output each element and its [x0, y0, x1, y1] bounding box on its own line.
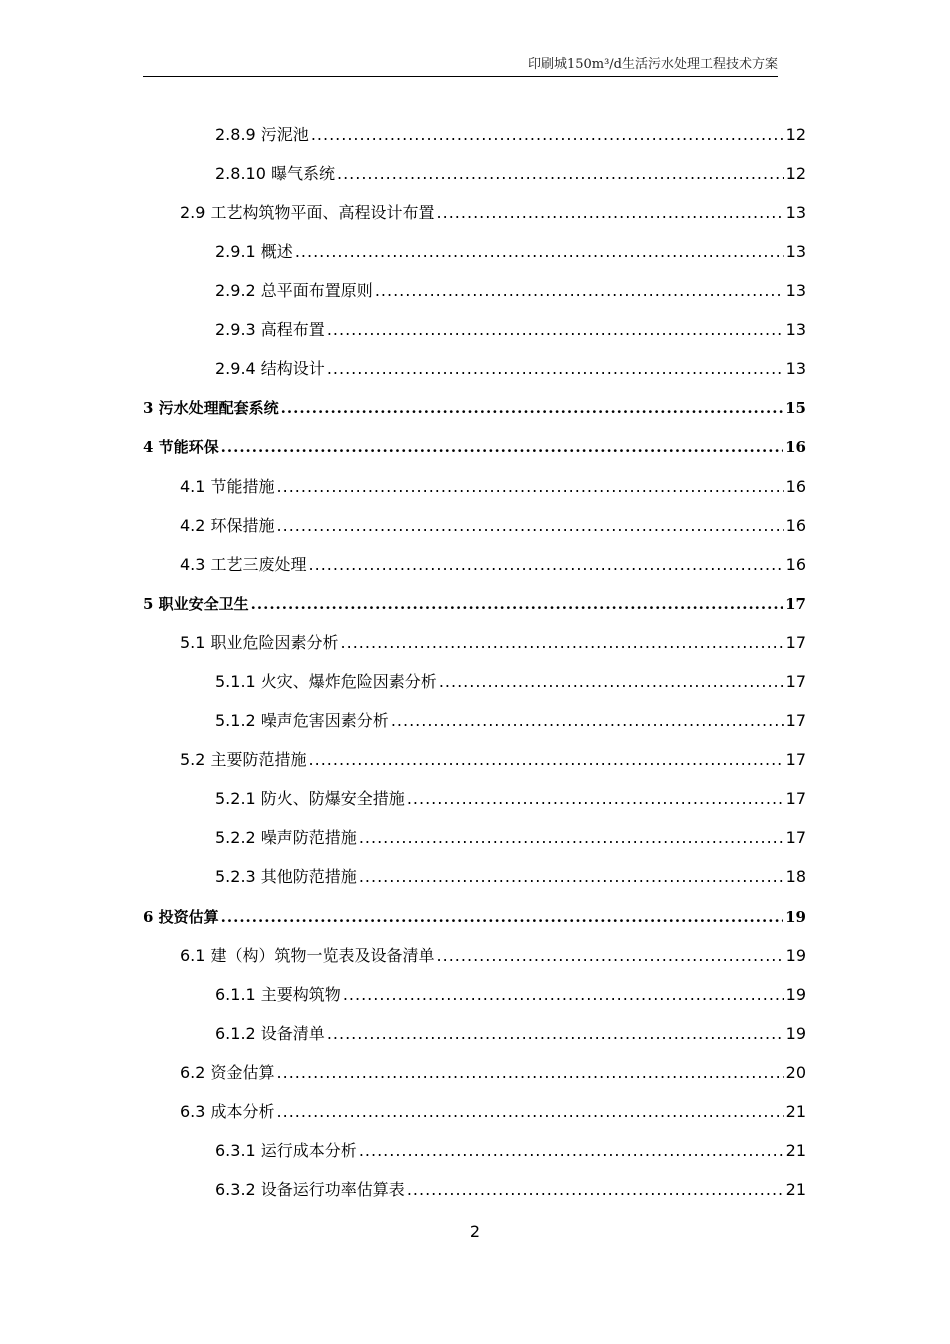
toc-entry[interactable] [215, 279, 806, 303]
toc-leader-dots [407, 787, 784, 811]
toc-entry-page: 16 [785, 516, 806, 535]
toc-entry-title: 5.1.2 噪声危害因素分析 [215, 711, 389, 730]
toc-entry[interactable] [180, 944, 806, 968]
toc-leader-dots [327, 318, 784, 342]
toc-leader-dots [311, 123, 784, 147]
toc-leader-dots [327, 1022, 784, 1046]
running-header: 印刷城150m³/d生活污水处理工程技术方案 [527, 57, 778, 72]
toc-entry-title: 4.2 环保措施 [180, 516, 275, 535]
toc-entry-page: 21 [785, 1180, 806, 1199]
toc-leader-dots [391, 709, 784, 733]
toc-leader-dots [337, 162, 784, 186]
toc-entry[interactable] [215, 709, 806, 733]
toc-leader-dots [343, 983, 784, 1007]
toc-leader-dots [221, 905, 783, 929]
toc-entry-page: 16 [785, 438, 806, 456]
toc-entry-page: 17 [785, 828, 806, 847]
toc-entry[interactable] [215, 162, 806, 186]
toc-entry[interactable] [215, 826, 806, 850]
toc-leader-dots [437, 944, 784, 968]
toc-entry-title: 2.9.2 总平面布置原则 [215, 281, 373, 300]
toc-entry-title: 4.1 节能措施 [180, 477, 275, 496]
toc-entry-page: 17 [785, 711, 806, 730]
toc-entry-title: 6 投资估算 [143, 908, 219, 926]
toc-leader-dots [309, 748, 784, 772]
toc-leader-dots [327, 357, 784, 381]
toc-entry[interactable] [215, 123, 806, 147]
toc-entry-title: 5.2.2 噪声防范措施 [215, 828, 357, 847]
toc-leader-dots [309, 553, 784, 577]
toc-entry[interactable] [180, 1061, 806, 1085]
toc-leader-dots [359, 826, 784, 850]
toc-entry[interactable] [215, 865, 806, 889]
toc-entry[interactable] [180, 475, 806, 499]
toc-entry-title: 4.3 工艺三废处理 [180, 555, 307, 574]
toc-leader-dots [359, 865, 784, 889]
toc-entry-title: 3 污水处理配套系统 [143, 399, 279, 417]
toc-entry-title: 6.3.1 运行成本分析 [215, 1141, 357, 1160]
toc-entry-title: 6.3 成本分析 [180, 1102, 275, 1121]
toc-entry-title: 5 职业安全卫生 [143, 595, 249, 613]
toc-entry-page: 16 [785, 477, 806, 496]
toc-entry[interactable] [180, 1100, 806, 1124]
toc-entry[interactable] [215, 240, 806, 264]
toc-entry-title: 2.8.9 污泥池 [215, 125, 309, 144]
toc-entry-page: 19 [785, 985, 806, 1004]
toc-entry-title: 5.2 主要防范措施 [180, 750, 307, 769]
toc-entry-page: 12 [785, 164, 806, 183]
toc-entry[interactable] [215, 787, 806, 811]
toc-entry-page: 17 [785, 789, 806, 808]
toc-entry-title: 2.9.1 概述 [215, 242, 293, 261]
toc-entry-title: 5.1.1 火灾、爆炸危险因素分析 [215, 672, 437, 691]
toc-entry-page: 18 [785, 867, 806, 886]
toc-entry-title: 6.1 建（构）筑物一览表及设备清单 [180, 946, 435, 965]
toc-entry-title: 5.2.1 防火、防爆安全措施 [215, 789, 405, 808]
toc-entry[interactable] [180, 631, 806, 655]
toc-entry-page: 17 [785, 750, 806, 769]
toc-entry-page: 19 [785, 946, 806, 965]
toc-entry-title: 2.8.10 曝气系统 [215, 164, 335, 183]
toc-leader-dots [221, 435, 783, 459]
toc-leader-dots [277, 1061, 784, 1085]
toc-entry[interactable] [180, 748, 806, 772]
toc-entry-page: 20 [785, 1063, 806, 1082]
toc-entry-page: 13 [785, 203, 806, 222]
toc-chapter-entry[interactable] [143, 905, 806, 929]
toc-entry-page: 13 [785, 359, 806, 378]
toc-leader-dots [437, 201, 784, 225]
toc-entry-title: 2.9 工艺构筑物平面、高程设计布置 [180, 203, 435, 222]
toc-entry[interactable] [215, 983, 806, 1007]
toc-leader-dots [295, 240, 784, 264]
toc-entry[interactable] [215, 1178, 806, 1202]
toc-chapter-entry[interactable] [143, 592, 806, 616]
toc-leader-dots [277, 1100, 784, 1124]
toc-entry-title: 6.2 资金估算 [180, 1063, 275, 1082]
toc-entry-title: 2.9.4 结构设计 [215, 359, 325, 378]
page-number: 2 [469, 1222, 481, 1241]
toc-entry[interactable] [215, 357, 806, 381]
toc-entry[interactable] [180, 553, 806, 577]
toc-entry[interactable] [215, 670, 806, 694]
toc-leader-dots [277, 475, 784, 499]
toc-entry-page: 19 [785, 908, 806, 926]
toc-entry-title: 6.1.2 设备清单 [215, 1024, 325, 1043]
toc-leader-dots [281, 396, 783, 420]
toc-entry-page: 17 [785, 595, 806, 613]
toc-entry-page: 19 [785, 1024, 806, 1043]
toc-leader-dots [375, 279, 784, 303]
toc-entry[interactable] [215, 1022, 806, 1046]
toc-entry-title: 2.9.3 高程布置 [215, 320, 325, 339]
toc-leader-dots [407, 1178, 784, 1202]
toc-leader-dots [251, 592, 783, 616]
toc-entry-page: 13 [785, 242, 806, 261]
toc-entry-page: 12 [785, 125, 806, 144]
toc-entry[interactable] [180, 514, 806, 538]
toc-entry-title: 5.1 职业危险因素分析 [180, 633, 339, 652]
toc-entry-title: 5.2.3 其他防范措施 [215, 867, 357, 886]
toc-entry-page: 21 [785, 1102, 806, 1121]
toc-entry[interactable] [215, 1139, 806, 1163]
toc-entry-title: 6.3.2 设备运行功率估算表 [215, 1180, 405, 1199]
toc-entry-page: 21 [785, 1141, 806, 1160]
toc-entry-page: 17 [785, 672, 806, 691]
toc-entry-page: 15 [785, 399, 806, 417]
toc-leader-dots [359, 1139, 784, 1163]
toc-entry-page: 13 [785, 281, 806, 300]
toc-chapter-entry[interactable] [143, 396, 806, 420]
toc-entry-page: 17 [785, 633, 806, 652]
toc-entry-page: 13 [785, 320, 806, 339]
toc-entry-title: 4 节能环保 [143, 438, 219, 456]
toc-chapter-entry[interactable] [143, 435, 806, 459]
toc-leader-dots [277, 514, 784, 538]
toc-entry-page: 16 [785, 555, 806, 574]
toc-leader-dots [439, 670, 784, 694]
toc-entry[interactable] [215, 318, 806, 342]
toc-leader-dots [341, 631, 784, 655]
toc-entry-title: 6.1.1 主要构筑物 [215, 985, 341, 1004]
toc-entry[interactable] [180, 201, 806, 225]
